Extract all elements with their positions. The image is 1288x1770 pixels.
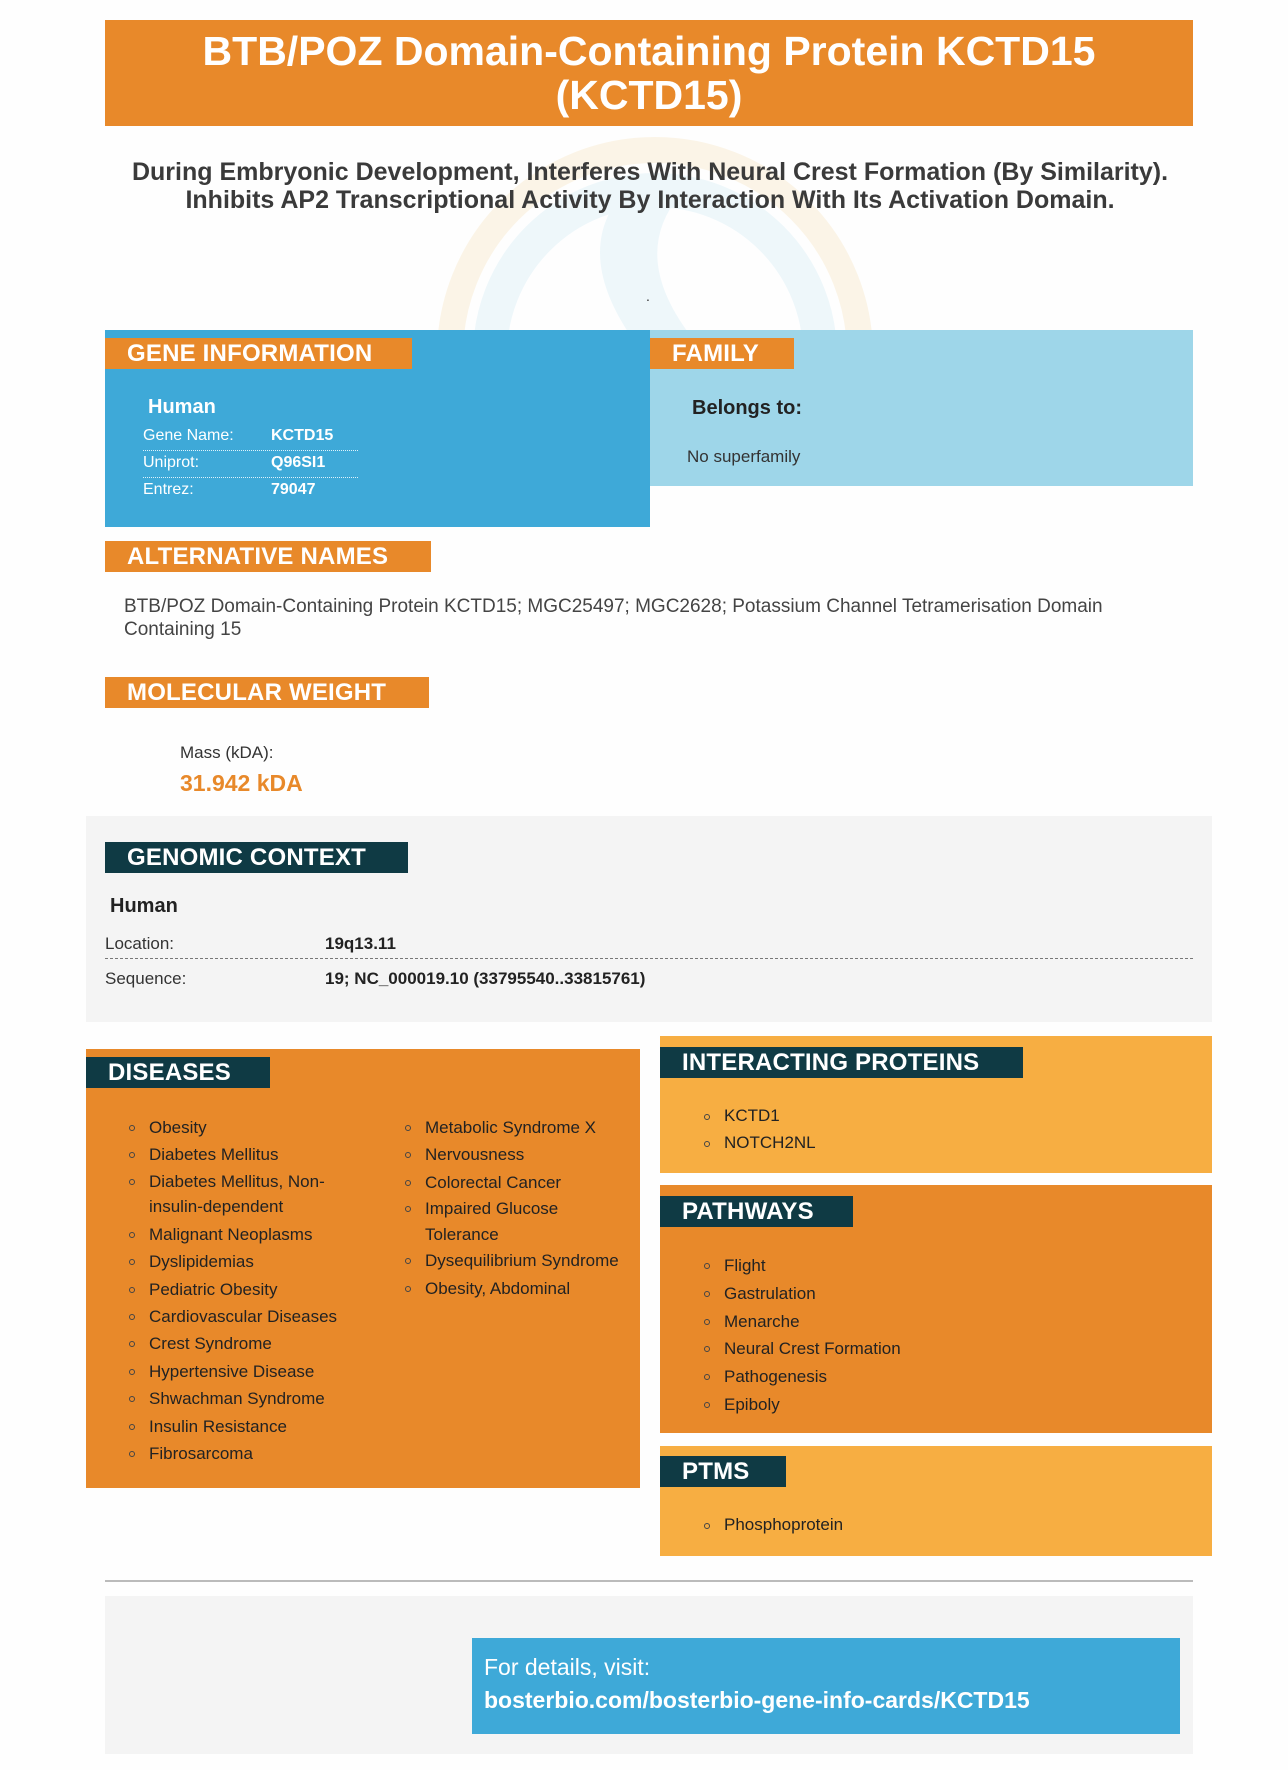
details-url-link[interactable]: bosterbio.com/bosterbio-gene-info-cards/KCTD15: [484, 1687, 1030, 1713]
watermark-logo: [330, 125, 980, 335]
list-item: Neural Crest Formation: [702, 1335, 1102, 1363]
entrez-row: [143, 478, 358, 504]
list-item: Gastrulation: [702, 1280, 1102, 1308]
list-item: Menarche: [702, 1308, 1102, 1336]
alternative-names-text: BTB/POZ Domain-Containing Protein KCTD15; MGC25497; MGC2628; Potassium Channel Tetramerisation Domain Containing 15: [124, 596, 1103, 640]
list-item: Malignant Neoplasms: [127, 1221, 362, 1248]
interacting-proteins-heading: INTERACTING PROTEINS: [660, 1047, 1023, 1078]
uniprot-value: Q96SI1: [271, 454, 326, 471]
uniprot-label: Uniprot:: [143, 454, 200, 471]
details-label: For details, visit:: [484, 1654, 651, 1680]
genomic-species: Human: [110, 895, 178, 917]
list-item: Dyslipidemias: [127, 1248, 362, 1275]
list-item: Insulin Resistance: [127, 1413, 362, 1440]
list-item: Colorectal Cancer: [403, 1169, 628, 1196]
gene-name-label: Gene Name:: [143, 427, 234, 444]
list-item: NOTCH2NL: [702, 1130, 1102, 1157]
location-label: Location:: [105, 934, 174, 953]
list-item: Obesity, Abdominal: [403, 1275, 628, 1302]
list-item: Epiboly: [702, 1391, 1102, 1419]
list-item: Nervousness: [403, 1141, 628, 1168]
gene-name-row: [143, 424, 358, 451]
separator-dot: .: [646, 288, 650, 304]
list-item: Fibrosarcoma: [127, 1440, 362, 1467]
uniprot-row: [143, 451, 358, 478]
list-item: Diabetes Mellitus: [127, 1141, 362, 1168]
list-item: KCTD1: [702, 1103, 1102, 1130]
location-value: 19q13.11: [325, 934, 396, 953]
page-title: BTB/POZ Domain-Containing Protein KCTD15 (KCTD15): [105, 20, 1193, 126]
family-belongs-label: Belongs to:: [692, 397, 802, 419]
list-item: Cardiovascular Diseases: [127, 1303, 362, 1330]
details-link-box[interactable]: [472, 1638, 1180, 1734]
list-item: Flight: [702, 1252, 1102, 1280]
list-item: Impaired Glucose Tolerance: [403, 1196, 628, 1248]
sequence-value: 19; NC_000019.10 (33795540..33815761): [325, 969, 646, 988]
family-value: No superfamily: [687, 447, 801, 466]
gene-name-value: KCTD15: [271, 427, 334, 444]
ptms-heading: PTMS: [660, 1456, 786, 1487]
pathways-heading: PATHWAYS: [660, 1196, 853, 1227]
footer-divider: [105, 1580, 1193, 1582]
list-item: Crest Syndrome: [127, 1330, 362, 1357]
list-item: Pathogenesis: [702, 1363, 1102, 1391]
location-row: [105, 928, 1193, 959]
gene-information-heading: GENE INFORMATION: [105, 338, 412, 369]
list-item: Shwachman Syndrome: [127, 1385, 362, 1412]
interacting-proteins-list: [702, 1103, 1102, 1156]
sequence-label: Sequence:: [105, 969, 187, 988]
mass-value: 31.942 kDA: [180, 770, 303, 796]
molecular-weight-heading: MOLECULAR WEIGHT: [105, 677, 429, 708]
list-item: Metabolic Syndrome X: [403, 1114, 628, 1141]
genomic-context-heading: GENOMIC CONTEXT: [105, 842, 408, 873]
list-item: Obesity: [127, 1114, 362, 1141]
list-item: Hypertensive Disease: [127, 1358, 362, 1385]
pathways-list: [702, 1252, 1102, 1419]
gene-species: Human: [148, 396, 216, 418]
mass-label: Mass (kDA):: [180, 743, 274, 762]
entrez-label: Entrez:: [143, 481, 194, 498]
sequence-row: [105, 963, 1193, 993]
protein-function-summary: During Embryonic Development, Interferes With Neural Crest Formation (By Similarity). Inhibits AP2 Transcriptional Activity By Interaction With Its Activation Domain.: [131, 158, 1169, 214]
entrez-value: 79047: [271, 481, 316, 498]
list-item: Dysequilibrium Syndrome: [403, 1248, 628, 1275]
family-heading: FAMILY: [650, 338, 794, 369]
list-item: Phosphoprotein: [702, 1512, 1102, 1539]
diseases-list-right: [403, 1114, 628, 1302]
list-item: Diabetes Mellitus, Non-insulin-dependent: [127, 1169, 362, 1221]
list-item: Pediatric Obesity: [127, 1276, 362, 1303]
ptms-list: [702, 1512, 1102, 1539]
diseases-list-left: [127, 1114, 362, 1467]
alternative-names-heading: ALTERNATIVE NAMES: [105, 541, 431, 572]
diseases-heading: DISEASES: [86, 1057, 270, 1088]
